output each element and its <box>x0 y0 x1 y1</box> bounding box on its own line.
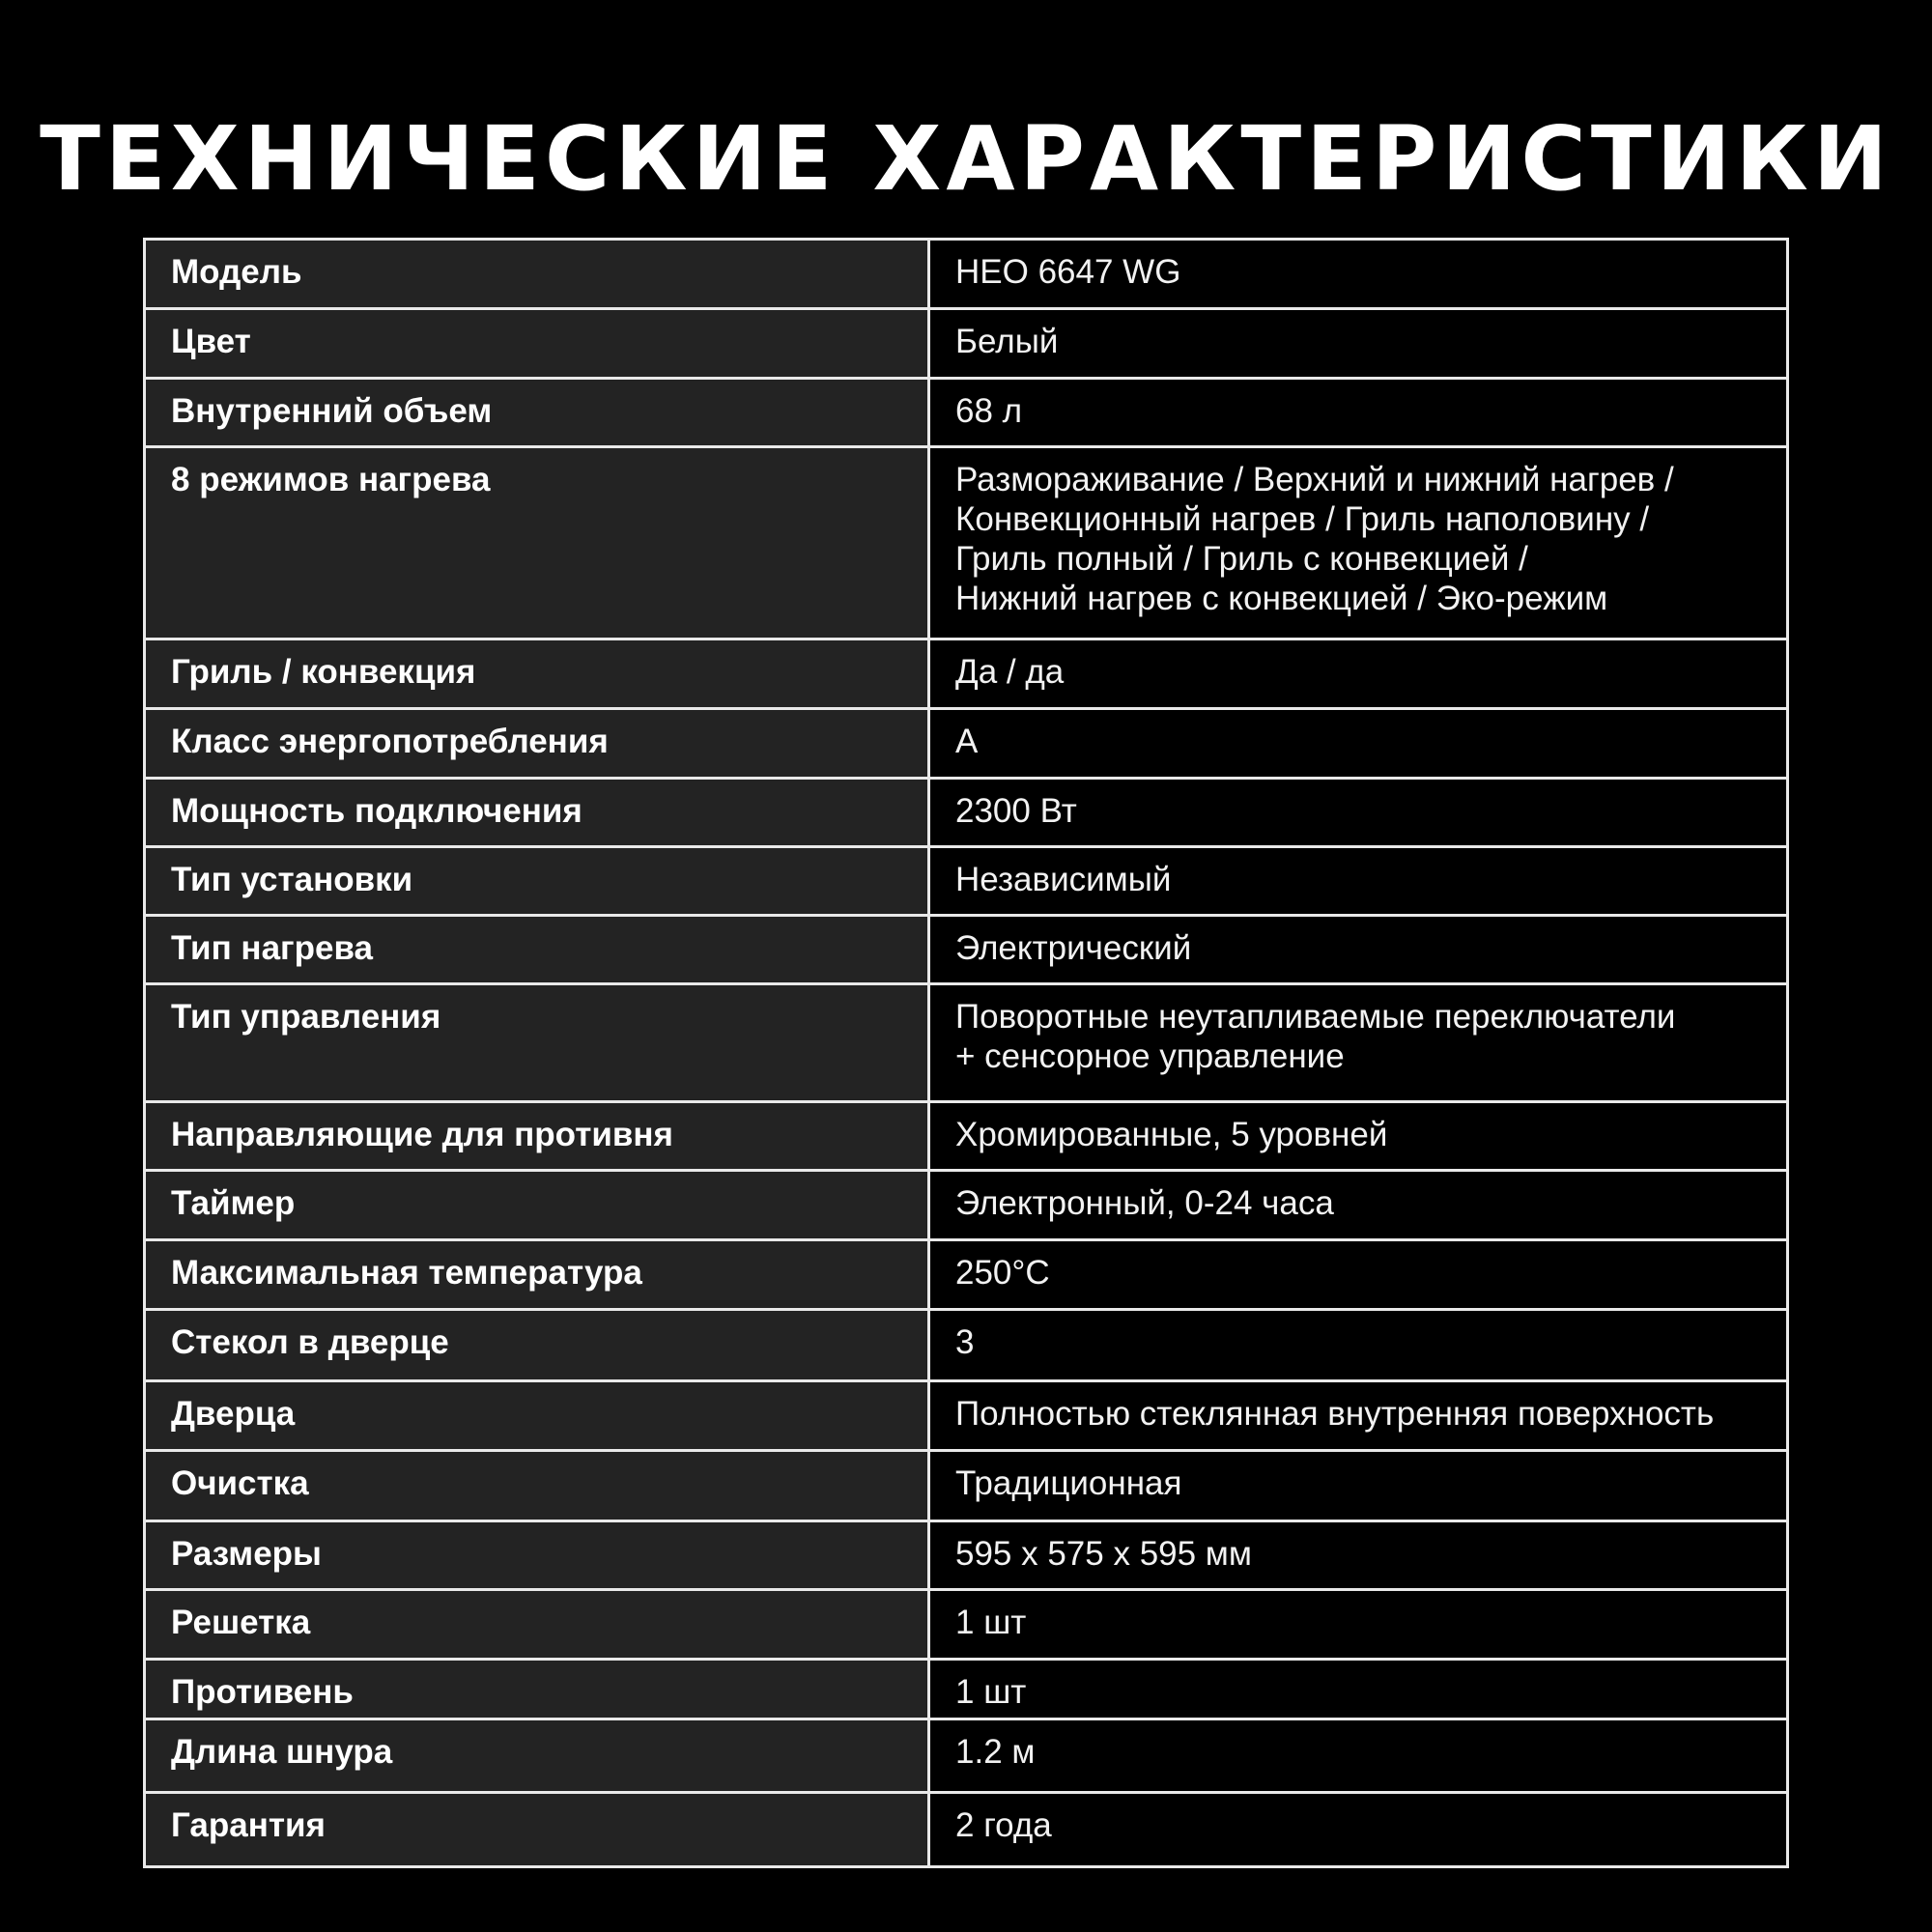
spec-parameter-name: Класс энергопотребления <box>145 709 929 779</box>
spec-row <box>145 1590 1788 1660</box>
spec-parameter-name: Решетка <box>145 1590 929 1660</box>
spec-row <box>145 1171 1788 1240</box>
spec-parameter-name: Модель <box>145 240 929 309</box>
spec-parameter-value: 68 л <box>929 379 1788 447</box>
spec-parameter-value: 3 <box>929 1310 1788 1381</box>
spec-row <box>145 1793 1788 1867</box>
spec-parameter-name: Очистка <box>145 1451 929 1521</box>
spec-parameter-name: Внутренний объем <box>145 379 929 447</box>
spec-parameter-name: Мощность подключения <box>145 779 929 847</box>
spec-parameter-value: 1 шт <box>929 1590 1788 1660</box>
spec-row <box>145 709 1788 779</box>
spec-parameter-name: Длина шнура <box>145 1719 929 1793</box>
spec-row <box>145 847 1788 916</box>
spec-parameter-name: Размеры <box>145 1521 929 1590</box>
spec-parameter-name: Стекол в дверце <box>145 1310 929 1381</box>
spec-row <box>145 916 1788 984</box>
spec-row <box>145 639 1788 709</box>
spec-row <box>145 309 1788 379</box>
spec-parameter-value: 2 года <box>929 1793 1788 1867</box>
spec-parameter-value: 250°C <box>929 1240 1788 1310</box>
spec-parameter-value: Белый <box>929 309 1788 379</box>
spec-row <box>145 984 1788 1102</box>
spec-parameter-name: Таймер <box>145 1171 929 1240</box>
spec-parameter-value: Полностью стеклянная внутренняя поверхность <box>929 1381 1788 1451</box>
specifications-table <box>143 238 1789 1868</box>
spec-row <box>145 240 1788 309</box>
specifications-table-body <box>145 240 1788 1867</box>
spec-parameter-value: Размораживание / Верхний и нижний нагрев / Конвекционный нагрев / Гриль наполовину / Гриль полный / Гриль с конвекцией / Нижний нагрев с конвекцией / Эко-режим <box>929 447 1788 639</box>
spec-parameter-value: 1.2 м <box>929 1719 1788 1793</box>
spec-parameter-value: Поворотные неутапливаемые переключатели + сенсорное управление <box>929 984 1788 1102</box>
spec-parameter-name: Максимальная температура <box>145 1240 929 1310</box>
spec-parameter-value: HEO 6647 WG <box>929 240 1788 309</box>
spec-parameter-name: Тип управления <box>145 984 929 1102</box>
spec-row <box>145 1240 1788 1310</box>
spec-parameter-value: Хромированные, 5 уровней <box>929 1102 1788 1171</box>
spec-row <box>145 379 1788 447</box>
spec-row <box>145 1521 1788 1590</box>
spec-parameter-name: 8 режимов нагрева <box>145 447 929 639</box>
spec-parameter-value: Традиционная <box>929 1451 1788 1521</box>
spec-parameter-value: Да / да <box>929 639 1788 709</box>
spec-parameter-name: Гарантия <box>145 1793 929 1867</box>
spec-row <box>145 1381 1788 1451</box>
spec-parameter-name: Направляющие для противня <box>145 1102 929 1171</box>
spec-parameter-value: 595 x 575 x 595 мм <box>929 1521 1788 1590</box>
spec-row <box>145 1719 1788 1793</box>
spec-parameter-name: Цвет <box>145 309 929 379</box>
spec-parameter-name: Дверца <box>145 1381 929 1451</box>
spec-parameter-name: Тип нагрева <box>145 916 929 984</box>
spec-parameter-value: 1 шт <box>929 1660 1788 1719</box>
page-title: ТЕХНИЧЕСКИЕ ХАРАКТЕРИСТИКИ <box>40 107 1892 211</box>
spec-row <box>145 1660 1788 1719</box>
spec-row <box>145 1451 1788 1521</box>
spec-parameter-value: Независимый <box>929 847 1788 916</box>
spec-row <box>145 1310 1788 1381</box>
spec-parameter-value: 2300 Вт <box>929 779 1788 847</box>
spec-parameter-name: Тип установки <box>145 847 929 916</box>
spec-parameter-value: А <box>929 709 1788 779</box>
spec-row <box>145 779 1788 847</box>
spec-row <box>145 1102 1788 1171</box>
spec-parameter-value: Электронный, 0-24 часа <box>929 1171 1788 1240</box>
spec-parameter-value: Электрический <box>929 916 1788 984</box>
spec-parameter-name: Противень <box>145 1660 929 1719</box>
spec-parameter-name: Гриль / конвекция <box>145 639 929 709</box>
spec-row <box>145 447 1788 639</box>
